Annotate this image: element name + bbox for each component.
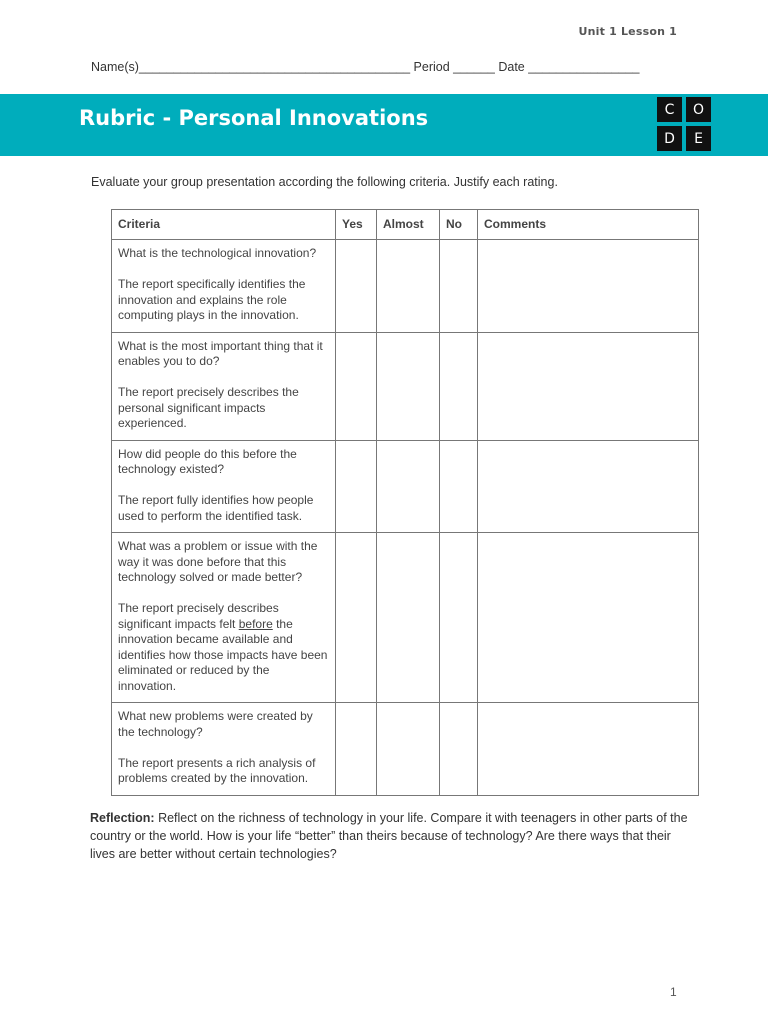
almost-cell[interactable] (377, 703, 440, 796)
logo-letter: O (686, 97, 711, 122)
table-row (112, 533, 699, 703)
criteria-cell (112, 332, 336, 440)
comments-cell[interactable] (478, 703, 699, 796)
underlined-before: before (238, 616, 273, 631)
header-yes: Yes (336, 210, 377, 240)
criteria-cell (112, 703, 336, 796)
header-comments: Comments (478, 210, 699, 240)
criteria-description: The report precisely describes the personal significant impacts experienced. (118, 385, 299, 430)
almost-cell[interactable] (377, 332, 440, 440)
names-blank[interactable]: _______________________________________ (138, 60, 411, 74)
names-label: Name(s) (91, 60, 139, 74)
yes-cell[interactable] (336, 703, 377, 796)
almost-cell[interactable] (377, 440, 440, 533)
table-row (112, 332, 699, 440)
period-label: Period (413, 60, 450, 74)
criteria-description: The report presents a rich analysis of problems created by the innovation. (118, 755, 316, 785)
criteria-question: How did people do this before the technology existed? (118, 446, 297, 476)
criteria-question: What is the technological innovation? (118, 246, 317, 260)
reflection-label: Reflection: (90, 811, 155, 825)
criteria-cell (112, 240, 336, 333)
no-cell[interactable] (440, 703, 478, 796)
logo-letter: C (657, 97, 682, 122)
criteria-question: What is the most important thing that it enables you to do? (118, 338, 323, 368)
logo-letter: E (686, 126, 711, 151)
no-cell[interactable] (440, 440, 478, 533)
almost-cell[interactable] (377, 240, 440, 333)
criteria-description: The report specifically identifies the innovation and explains the role computing plays in the innovation. (118, 277, 306, 322)
reflection-prompt (90, 809, 690, 863)
comments-cell[interactable] (478, 533, 699, 703)
yes-cell[interactable] (336, 440, 377, 533)
description-part: The report precisely describes significant impacts felt (118, 601, 279, 631)
title-banner (0, 94, 768, 156)
no-cell[interactable] (440, 332, 478, 440)
yes-cell[interactable] (336, 332, 377, 440)
header-no: No (440, 210, 478, 240)
criteria-cell (112, 533, 336, 703)
criteria-question: What new problems were created by the technology? (118, 709, 313, 739)
instructions-text: Evaluate your group presentation according the following criteria. Justify each rating. (91, 175, 558, 189)
logo-letter: D (657, 126, 682, 151)
no-cell[interactable] (440, 240, 478, 333)
name-period-date-line (91, 60, 691, 74)
table-header-row (112, 210, 699, 240)
almost-cell[interactable] (377, 533, 440, 703)
reflection-text: Reflect on the richness of technology in your life. Compare it with teenagers in other parts of the country or the world. How is your life “better” than theirs because of technology? Are there ways that their lives are better without certain technologies? (90, 811, 688, 861)
criteria-description (118, 601, 329, 694)
page-number: 1 (670, 985, 677, 999)
yes-cell[interactable] (336, 533, 377, 703)
comments-cell[interactable] (478, 440, 699, 533)
criteria-cell (112, 440, 336, 533)
date-blank[interactable]: ________________ (528, 60, 640, 74)
criteria-description: The report fully identifies how people used to perform the identified task. (118, 493, 314, 523)
no-cell[interactable] (440, 533, 478, 703)
period-blank[interactable]: ______ (453, 60, 495, 74)
table-row (112, 240, 699, 333)
criteria-question: What was a problem or issue with the way it was done before that this technology solved or made better? (118, 539, 318, 584)
header-criteria: Criteria (112, 210, 336, 240)
table-row (112, 440, 699, 533)
rubric-table (111, 209, 699, 796)
page-title: Rubric - Personal Innovations (79, 106, 429, 130)
yes-cell[interactable] (336, 240, 377, 333)
comments-cell[interactable] (478, 240, 699, 333)
code-logo (657, 97, 711, 151)
date-label: Date (498, 60, 525, 74)
unit-lesson-label: Unit 1 Lesson 1 (578, 25, 677, 38)
header-almost: Almost (377, 210, 440, 240)
table-row (112, 703, 699, 796)
description-part: the innovation became available and identifies how those impacts have been eliminated or reduced by the innovation. (118, 616, 328, 693)
comments-cell[interactable] (478, 332, 699, 440)
